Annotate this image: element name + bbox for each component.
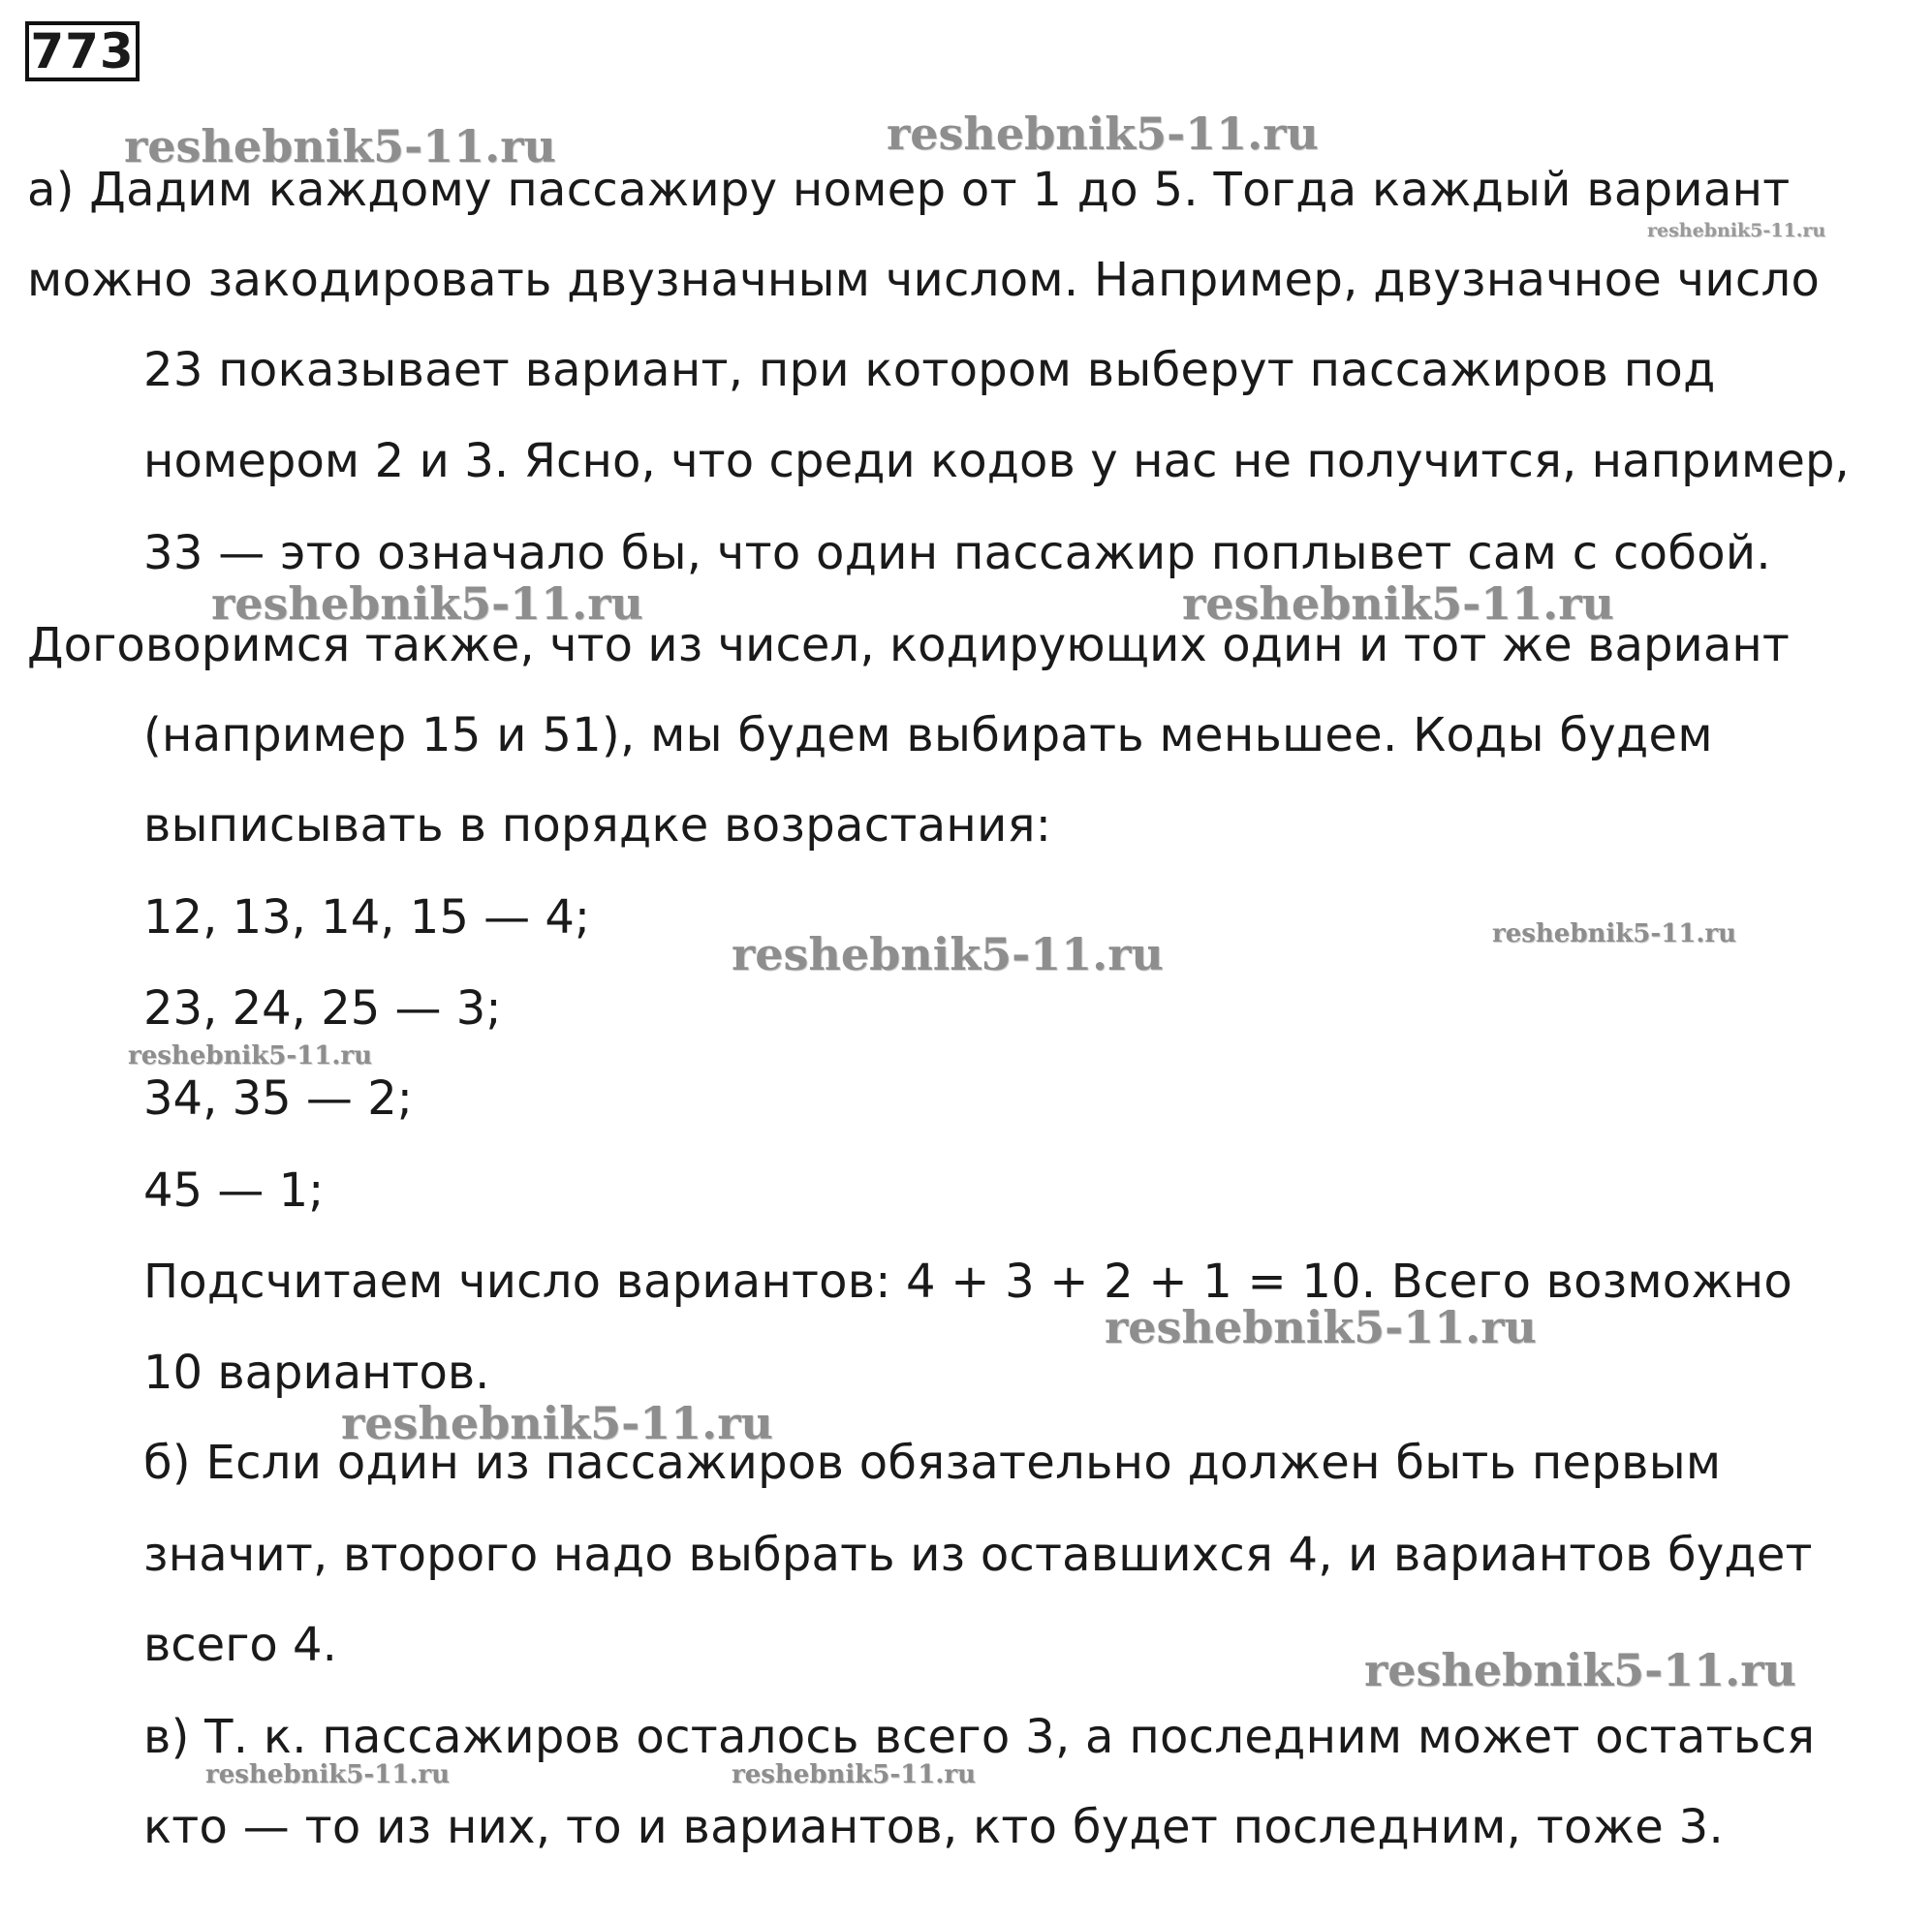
watermark: reshebnik5-11.ru (1182, 577, 1614, 630)
text-line-6: Договоримся также, что из чисел, кодирующих один и тот же вариант (27, 618, 1790, 672)
text-line-10: 23, 24, 25 — 3; (143, 981, 502, 1036)
text-line-9: 12, 13, 14, 15 — 4; (143, 890, 591, 945)
text-line-15: б) Если один из пассажиров обязательно должен быть первым (143, 1436, 1722, 1490)
watermark: reshebnik5-11.ru (1647, 220, 1826, 241)
text-line-17: всего 4. (143, 1618, 337, 1672)
text-line-12: 45 — 1; (143, 1163, 325, 1218)
text-line-3: 23 показывает вариант, при котором выберут пассажиров под (143, 343, 1716, 397)
watermark: reshebnik5-11.ru (341, 1397, 773, 1449)
watermark: reshebnik5-11.ru (1105, 1301, 1537, 1353)
text-line-4: номером 2 и 3. Ясно, что среди кодов у нас не получится, например, (143, 434, 1850, 488)
watermark: reshebnik5-11.ru (732, 928, 1164, 980)
text-line-2: можно закодировать двузначным числом. Например, двузначное число (27, 253, 1821, 307)
watermark: reshebnik5-11.ru (887, 108, 1319, 160)
watermark: reshebnik5-11.ru (1492, 919, 1737, 948)
text-line-19: кто — то из них, то и вариантов, кто будет последним, тоже 3. (143, 1800, 1725, 1854)
watermark: reshebnik5-11.ru (1364, 1644, 1796, 1696)
watermark: reshebnik5-11.ru (211, 577, 643, 630)
text-line-13: Подсчитаем число вариантов: 4 + 3 + 2 + 1 = 10. Всего возможно (143, 1255, 1792, 1309)
text-line-14: 10 вариантов. (143, 1346, 490, 1400)
watermark: reshebnik5-11.ru (732, 1760, 977, 1789)
text-line-7: (например 15 и 51), мы будем выбирать меньшее. Коды будем (143, 708, 1713, 762)
text-line-11: 34, 35 — 2; (143, 1071, 413, 1126)
text-line-16: значит, второго надо выбрать из оставшихся 4, и вариантов будет (143, 1528, 1813, 1582)
text-line-5: 33 — это означало бы, что один пассажир поплывет сам с собой. (143, 526, 1771, 580)
text-line-1: а) Дадим каждому пассажиру номер от 1 до 5. Тогда каждый вариант (27, 163, 1791, 217)
watermark: reshebnik5-11.ru (124, 120, 556, 172)
text-line-18: в) Т. к. пассажиров осталось всего 3, а последним может остаться (143, 1710, 1816, 1764)
text-line-8: выписывать в порядке возрастания: (143, 798, 1052, 853)
problem-number-box: 773 (25, 21, 140, 81)
watermark: reshebnik5-11.ru (128, 1041, 373, 1070)
watermark: reshebnik5-11.ru (205, 1760, 451, 1789)
